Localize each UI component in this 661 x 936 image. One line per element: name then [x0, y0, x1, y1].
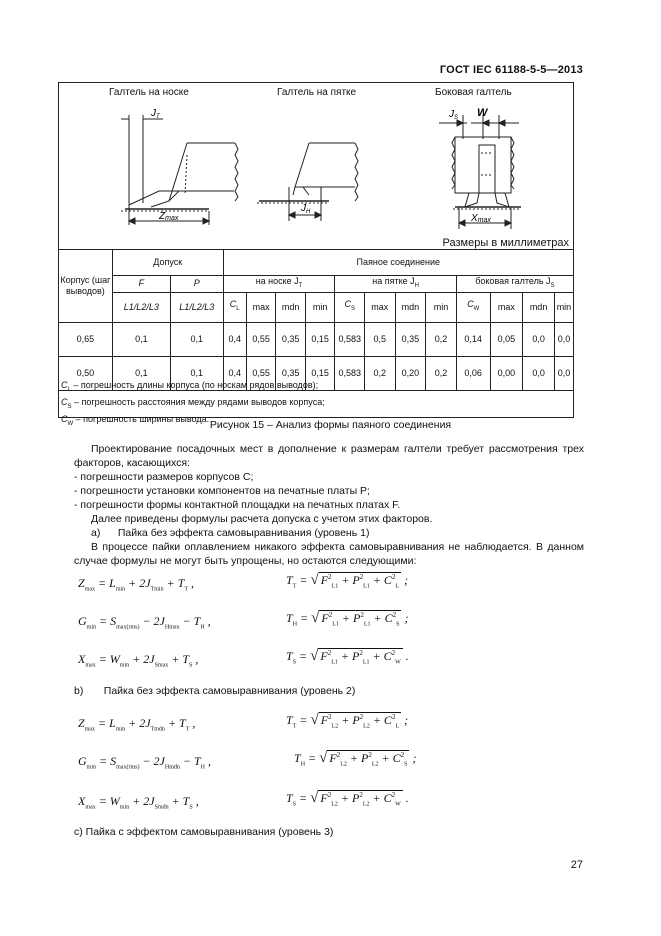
- formula-ts-2: $T_S$ = √ $F^2_{L2} + P^2_{L2} + C^2_W$ .: [286, 790, 409, 808]
- list-item: - погрешности размеров корпусов C;: [74, 471, 254, 483]
- section-heading-c: с) Пайка с эффектом самовыравнивания (уровень 3): [74, 826, 334, 838]
- header-f: F: [112, 276, 170, 293]
- zmax-dimension-label: Zmax: [159, 211, 179, 222]
- table-cell: 0,35: [276, 322, 306, 356]
- table-cell: 0,15: [305, 322, 335, 356]
- list-item: - погрешности формы контактной площадки на печатных платах F.: [74, 499, 401, 511]
- legend-item: $C_L$ – погрешность длины корпуса (по носкам рядов выводов);: [61, 380, 319, 393]
- table-cell: 0,06: [456, 356, 490, 390]
- table-cell: 0,0: [554, 356, 573, 390]
- subheader-cell: min: [305, 292, 335, 322]
- table-cell: 0,1: [170, 356, 223, 390]
- subheader-cell: L1/L2/L3: [170, 292, 223, 322]
- page-number: 27: [570, 859, 583, 871]
- table-cell: 0,2: [426, 356, 457, 390]
- table-cell: 0,0: [523, 322, 555, 356]
- paragraph: Проектирование посадочных мест в дополнение к размерам галтели требует рассмотрения трех факторов, касающихся:: [74, 443, 584, 469]
- label-side-fillet: Боковая галтель: [435, 87, 512, 98]
- table-cell: 0,1: [170, 322, 223, 356]
- table-cell: 0,1: [112, 322, 170, 356]
- table-cell: 0,4: [223, 322, 246, 356]
- figure-caption: Рисунок 15 – Анализ формы паяного соединения: [209, 419, 452, 431]
- subheader-cell: mdn: [276, 292, 306, 322]
- label-toe-fillet: Галтель на носке: [109, 87, 189, 98]
- formula-tt-2: $T_T$ = √ $F^2_{L2} + P^2_{L2} + C^2_L$ ;: [286, 712, 409, 730]
- formula-gmin-1: $G_{min} = S_{max(rms)} - 2J_{Hmax} - T_H$ ,: [78, 614, 211, 631]
- table-cell: 0,14: [456, 322, 490, 356]
- table-cell: 0,0: [523, 356, 555, 390]
- header-tolerance: Допуск: [112, 250, 223, 276]
- header-heel: на пятке $J_H$: [335, 276, 456, 293]
- table-cell: 0,50: [59, 356, 113, 390]
- formula-ts-1: $T_S$ = √ $F^2_{L1} + P^2_{L1} + C^2_W$ .: [286, 648, 409, 666]
- formula-th-1: $T_H$ = √ $F^2_{L1} + P^2_{L1} + C^2_S$ ;: [286, 610, 409, 628]
- table-row: [59, 322, 574, 356]
- subheader-cell: min: [426, 292, 457, 322]
- header-p: P: [170, 276, 223, 293]
- section-heading-b: b) Пайка без эффекта самовыравнивания (уровень 2): [74, 685, 356, 697]
- header-case: Корпус (шаг выводов): [59, 250, 113, 323]
- subheader-cell: max: [490, 292, 523, 322]
- jh-dimension-label: $J_H$: [301, 203, 311, 215]
- body-paragraphs: [74, 442, 584, 568]
- document-id: ГОСТ IEC 61188-5-5—2013: [439, 64, 583, 76]
- formula-gmin-2: $G_{min} = S_{max(rms)} - 2J_{Hmdn} - T_H$ ,: [78, 754, 212, 771]
- units-note: Размеры в миллиметрах: [442, 237, 569, 249]
- subheader-cell: max: [365, 292, 396, 322]
- paragraph: В процессе пайки оплавлением никакого эффекта самовыравнивания не наблюдается. В данном случае формулы не могут быть упрощены, но остаются следующими:: [74, 541, 584, 567]
- formula-tt-1: $T_T$ = √ $F^2_{L1} + P^2_{L1} + C^2_L$ ;: [286, 572, 409, 590]
- paragraph: Далее приведены формулы расчета допуска с учетом этих факторов.: [91, 513, 433, 525]
- section-heading-a: а) Пайка без эффекта самовыравнивания (уровень 1): [91, 527, 370, 539]
- table-cell: 0,35: [395, 322, 426, 356]
- formula-th-2: $T_H$ = √ $F^2_{L2} + P^2_{L2} + C^2_S$ ;: [294, 750, 417, 768]
- table-cell: 0,15: [305, 356, 335, 390]
- subheader-cell: L1/L2/L3: [112, 292, 170, 322]
- subheader-cell: mdn: [523, 292, 555, 322]
- label-heel-fillet: Галтель на пятке: [277, 87, 357, 98]
- header-toe: на носке $J_T$: [223, 276, 335, 293]
- xmax-dimension-label: Xmax: [471, 213, 491, 224]
- table-cell: 0,4: [223, 356, 246, 390]
- table-cell: 0,583: [335, 322, 365, 356]
- subheader-cell: $C_S$: [335, 292, 365, 322]
- solder-joint-drawings: [59, 83, 573, 243]
- table-cell: 0,00: [490, 356, 523, 390]
- table-cell: 0,35: [276, 356, 306, 390]
- subheader-cell: $C_L$: [223, 292, 246, 322]
- subheader-cell: max: [246, 292, 276, 322]
- table-cell: 0,2: [365, 356, 396, 390]
- jt-dimension-label: $J_T$: [151, 108, 160, 120]
- solder-joint-table: [58, 249, 574, 391]
- table-cell: 0,65: [59, 322, 113, 356]
- table-cell: 0,2: [426, 322, 457, 356]
- table-cell: 0,0: [554, 322, 573, 356]
- subheader-cell: mdn: [395, 292, 426, 322]
- formula-xmax-1: $X_{max} = W_{min} + 2J_{Smax} + T_S$ ,: [78, 652, 199, 669]
- w-dimension-label: W: [477, 107, 488, 119]
- formula-zmax-2: $Z_{max} = L_{min} + 2J_{Tmdn} + T_T$ ,: [78, 716, 196, 733]
- figure-drawing: [59, 83, 573, 249]
- table-cell: 0,55: [246, 322, 276, 356]
- subheader-cell: min: [554, 292, 573, 322]
- formula-zmax-1: $Z_{max} = L_{min} + 2J_{Tmin} + T_T$ ,: [78, 576, 195, 593]
- table-cell: 0,05: [490, 322, 523, 356]
- formula-xmax-2: $X_{max} = W_{min} + 2J_{Smdn} + T_S$ ,: [78, 794, 199, 811]
- subheader-cell: $C_W$: [456, 292, 490, 322]
- table-cell: 0,55: [246, 356, 276, 390]
- table-cell: 0,20: [395, 356, 426, 390]
- header-side: боковая галтель $J_S$: [456, 276, 573, 293]
- table-cell: 0,1: [112, 356, 170, 390]
- js-dimension-label: $J_S$: [449, 109, 459, 121]
- legend-item: $C_W$ – погрешность ширины вывода.: [61, 413, 210, 427]
- table-cell: 0,5: [365, 322, 396, 356]
- header-solder-joint: Паяное соединение: [223, 250, 573, 276]
- table-cell: 0,583: [335, 356, 365, 390]
- legend-item: $C_S$ – погрешность расстояния между рядами выводов корпуса;: [61, 396, 325, 410]
- list-item: - погрешности установки компонентов на печатные платы P;: [74, 485, 370, 497]
